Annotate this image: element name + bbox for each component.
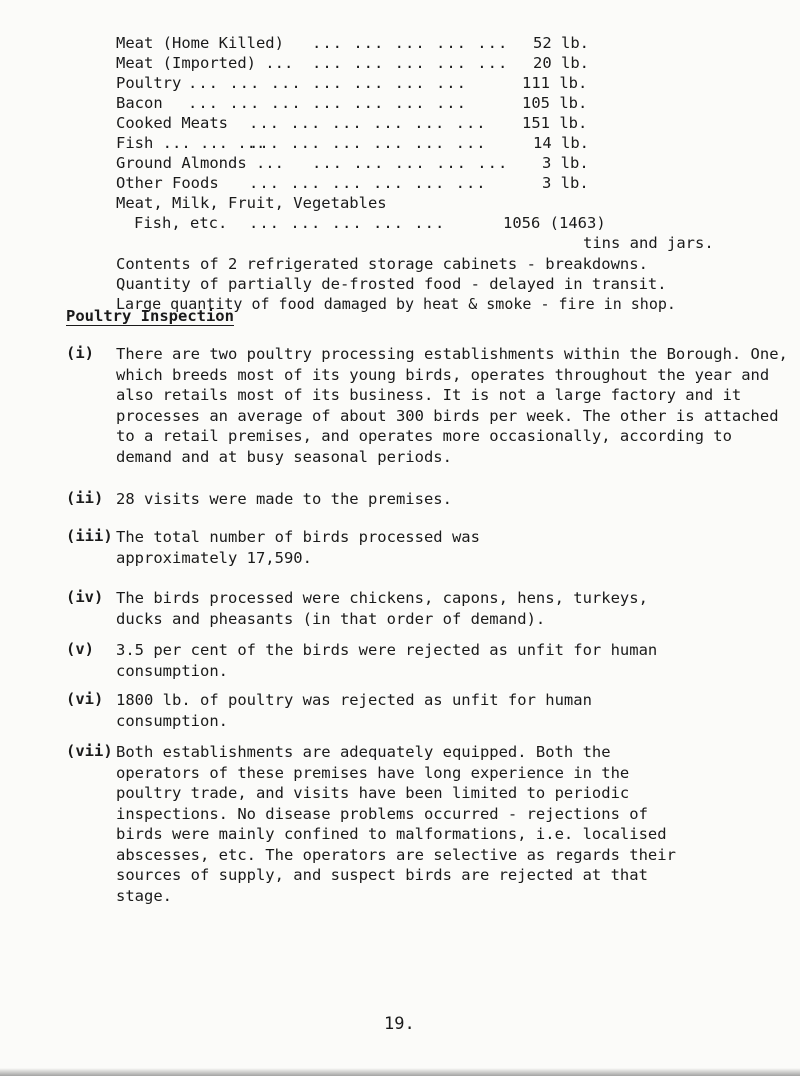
leader-dots: ... ... ... ... ... ... ... (188, 74, 467, 92)
food-quantity: 52 lb. (533, 34, 589, 52)
paragraph-number: (iv) (66, 588, 104, 606)
food-item: Other Foods (116, 174, 219, 192)
paragraph-number: (ii) (66, 489, 104, 507)
paragraph-number: (vii) (66, 742, 113, 760)
food-quantity: 14 lb. (533, 134, 589, 152)
food-quantity: 20 lb. (533, 54, 589, 72)
paragraph-text: The birds processed were chickens, capons, hens, turkeys, ducks and pheasants (in that order of demand). (116, 589, 648, 628)
leader-dots: ... ... ... ... ... ... (249, 134, 487, 152)
paragraph-number: (i) (66, 344, 94, 362)
food-item: Bacon (116, 94, 163, 112)
food-quantity: 3 lb. (542, 154, 589, 172)
leader-dots: ... ... ... ... ... ... (249, 114, 487, 132)
section-heading: Poultry Inspection (66, 307, 234, 325)
paragraph-number: (vi) (66, 690, 104, 708)
food-quantity: 151 lb. (522, 114, 588, 132)
leader-dots: ... ... ... ... ... (312, 54, 509, 72)
scan-edge-shadow (0, 1068, 800, 1076)
leader-dots: ... ... ... ... ... (312, 34, 509, 52)
paragraph-number: (iii) (66, 527, 113, 545)
food-item-mixed-cont: Fish, etc. (134, 214, 228, 232)
paragraph-text: 28 visits were made to the premises. (116, 490, 452, 508)
food-quantity: 105 lb. (522, 94, 588, 112)
food-item: Poultry (116, 74, 182, 92)
paragraph-text: 1800 lb. of poultry was rejected as unfit for human consumption. (116, 691, 592, 730)
paragraph-text: Both establishments are adequately equipped. Both the operators of these premises have long experience in the poultry trade, and visits have been limited to periodic inspections. No disease problems occurred - rejections of birds were mainly confined to malformations, i.e. localised abscesses, etc. The operators are selective as regards their sources of supply, and suspect birds are rejected at that stage. (116, 743, 676, 905)
food-item: Ground Almonds ... (116, 154, 284, 172)
leader-dots: ... ... ... ... ... ... ... (188, 94, 467, 112)
food-item: Fish ... ... ... (116, 134, 266, 152)
quantity-note: tins and jars. (583, 234, 714, 252)
food-quantity: 3 lb. (542, 174, 589, 192)
food-item: Meat (Home Killed) (116, 34, 284, 52)
paragraph-number: (v) (66, 640, 94, 658)
page-number: 19. (384, 1014, 415, 1034)
paragraph-text: 3.5 per cent of the birds were rejected as unfit for human consumption. (116, 641, 658, 680)
note-line: Large quantity of food damaged by heat & smoke - fire in shop. (116, 295, 676, 313)
leader-dots: ... ... ... ... ... ... (249, 174, 487, 192)
food-quantity: 1056 (1463) (503, 214, 606, 232)
food-item: Cooked Meats (116, 114, 228, 132)
food-quantity: 111 lb. (522, 74, 588, 92)
leader-dots: ... ... ... ... ... (312, 154, 509, 172)
paragraph-text: The total number of birds processed was approximately 17,590. (116, 528, 480, 567)
note-line: Quantity of partially de-frosted food - delayed in transit. (116, 275, 667, 293)
food-item-mixed: Meat, Milk, Fruit, Vegetables (116, 194, 387, 212)
paragraph-text: There are two poultry processing establishments within the Borough. One, which breeds most of its young birds, operates throughout the year and also retails most of its business. It is not a large factory and it processes an average of about 300 birds per week. The other is attached to a retail premises, and operates more occasionally, according to demand and at busy seasonal periods. (116, 345, 788, 466)
note-line: Contents of 2 refrigerated storage cabinets - breakdowns. (116, 255, 648, 273)
food-item: Meat (Imported) ... (116, 54, 294, 72)
leader-dots: ... ... ... ... ... (249, 214, 446, 232)
